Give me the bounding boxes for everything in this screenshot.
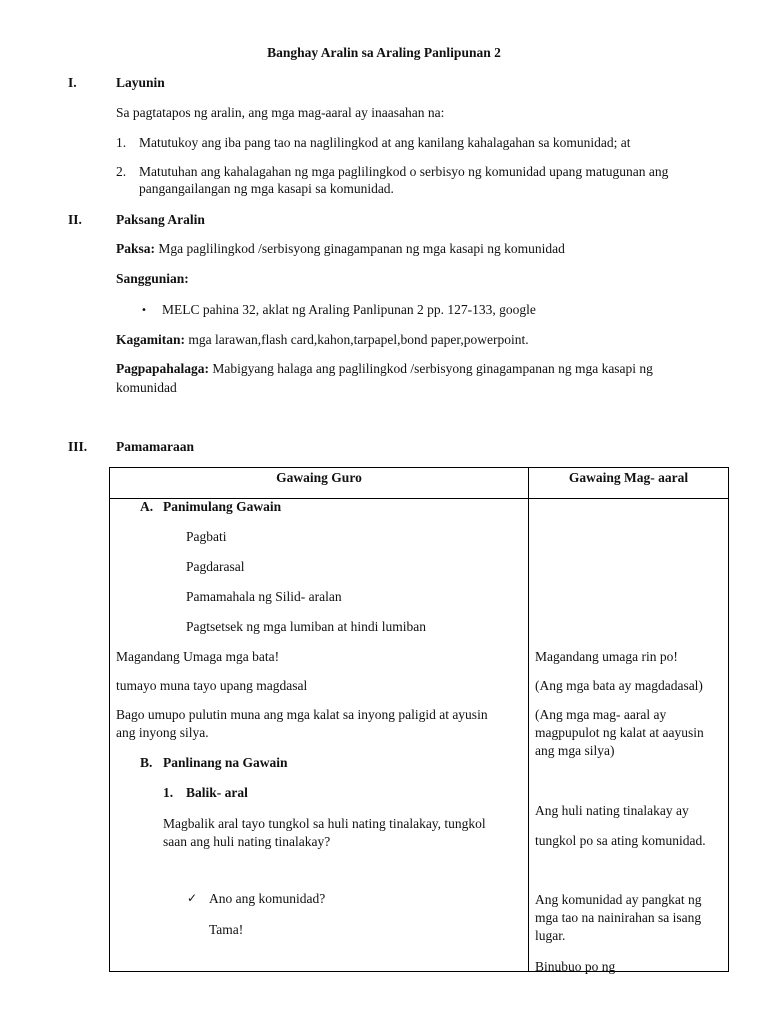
mag-aaral-pray: (Ang mga bata ay magdadasal) xyxy=(535,678,703,693)
tama-text: Tama! xyxy=(209,922,244,937)
objective-1-number: 1. xyxy=(116,135,127,150)
pagpapahalaga-line xyxy=(116,360,653,377)
guro-clean-line2: ang inyong silya. xyxy=(116,725,209,740)
mag-aaral-answer-line3: lugar. xyxy=(535,928,566,943)
section-number-3: III. xyxy=(68,439,88,454)
kagamitan-text: mga larawan,flash card,kahon,tarpapel,bond paper,powerpoint. xyxy=(188,332,529,347)
pagpapahalaga-text-line2: komunidad xyxy=(116,380,177,395)
kagamitan-label: Kagamitan: xyxy=(116,332,185,347)
objective-2-number: 2. xyxy=(116,164,127,179)
a-item-pamamahala: Pamamahala ng Silid- aralan xyxy=(186,589,342,604)
guro-pray: tumayo muna tayo upang magdasal xyxy=(116,678,308,693)
header-gawaing-guro: Gawaing Guro xyxy=(276,470,362,485)
a-item-pagtsetsek: Pagtsetsek ng mga lumiban at hindi lumiban xyxy=(186,619,426,634)
guro-clean-line1: Bago umupo pulutin muna ang mga kalat sa inyong paligid at ayusin xyxy=(116,707,488,722)
section-number-2: II. xyxy=(68,212,82,227)
mag-aaral-review-line1: Ang huli nating tinalakay ay xyxy=(535,803,689,818)
mag-aaral-greeting: Magandang umaga rin po! xyxy=(535,649,678,664)
mag-aaral-answer-line1: Ang komunidad ay pangkat ng xyxy=(535,892,702,907)
guro-greeting: Magandang Umaga mga bata! xyxy=(116,649,280,664)
mag-aaral-review-line2: tungkol po sa ating komunidad. xyxy=(535,833,706,848)
document-title: Banghay Aralin sa Araling Panlipunan 2 xyxy=(267,45,501,60)
part-a-marker: A. xyxy=(140,499,154,514)
mag-aaral-answer-line2: mga tao na nainirahan sa isang xyxy=(535,910,702,925)
paksa-line xyxy=(116,240,565,257)
mag-aaral-clean-line2: magpupulot ng kalat at aayusin xyxy=(535,725,704,740)
kagamitan-line xyxy=(116,331,529,348)
checkmark-icon: ✓ xyxy=(187,891,198,905)
sanggunian-item: MELC pahina 32, aklat ng Araling Panlipunan 2 pp. 127-133, google xyxy=(162,302,536,317)
b1-marker: 1. xyxy=(163,785,174,800)
pamamaraan-table xyxy=(109,467,729,972)
mag-aaral-clean-line3: ang mga silya) xyxy=(535,743,615,758)
section-heading-pamamaraan: Pamamaraan xyxy=(116,439,194,454)
sanggunian-label: Sanggunian: xyxy=(116,271,189,286)
question-komunidad: Ano ang komunidad? xyxy=(209,891,326,906)
objective-2-line2: pangangailangan ng mga kasapi sa komunidad. xyxy=(139,181,394,196)
mag-aaral-last-line: Binubuo po ng xyxy=(535,959,616,974)
objective-1-text: Matutukoy ang iba pang tao na naglilingkod at ang kanilang kahalagahan sa komunidad; at xyxy=(139,135,631,150)
bullet-icon: • xyxy=(141,305,147,316)
part-b-marker: B. xyxy=(140,755,153,770)
objective-2-line1: Matutuhan ang kahalagahan ng mga paglilingkod o serbisyo ng komunidad upang matugunan ang xyxy=(139,164,669,179)
a-item-pagdarasal: Pagdarasal xyxy=(186,559,245,574)
table-column-divider xyxy=(528,468,529,971)
section-heading-paksang-aralin: Paksang Aralin xyxy=(116,212,205,227)
section-heading-layunin: Layunin xyxy=(116,75,165,90)
pagpapahalaga-text: Mabigyang halaga ang paglilingkod /serbisyong ginagampanan ng mga kasapi ng xyxy=(212,361,653,376)
review-question-line2: saan ang huli nating tinalakay? xyxy=(163,834,331,849)
header-gawaing-mag-aaral: Gawaing Mag- aaral xyxy=(568,470,689,485)
mag-aaral-clean-line1: (Ang mga mag- aaral ay xyxy=(535,707,667,722)
paksa-label: Paksa: xyxy=(116,241,156,256)
pagpapahalaga-label: Pagpapahalaga: xyxy=(116,361,210,376)
a-item-pagbati: Pagbati xyxy=(186,529,227,544)
b1-title: Balik- aral xyxy=(186,785,248,800)
part-b-title: Panlinang na Gawain xyxy=(163,755,288,770)
paksa-text: Mga paglilingkod /serbisyong ginagampanan ng mga kasapi ng komunidad xyxy=(158,241,565,256)
review-question-line1: Magbalik aral tayo tungkol sa huli nating tinalakay, tungkol xyxy=(163,816,486,831)
layunin-intro: Sa pagtatapos ng aralin, ang mga mag-aaral ay inaasahan na: xyxy=(116,105,445,120)
section-number-1: I. xyxy=(68,75,77,90)
part-a-title: Panimulang Gawain xyxy=(163,499,282,514)
